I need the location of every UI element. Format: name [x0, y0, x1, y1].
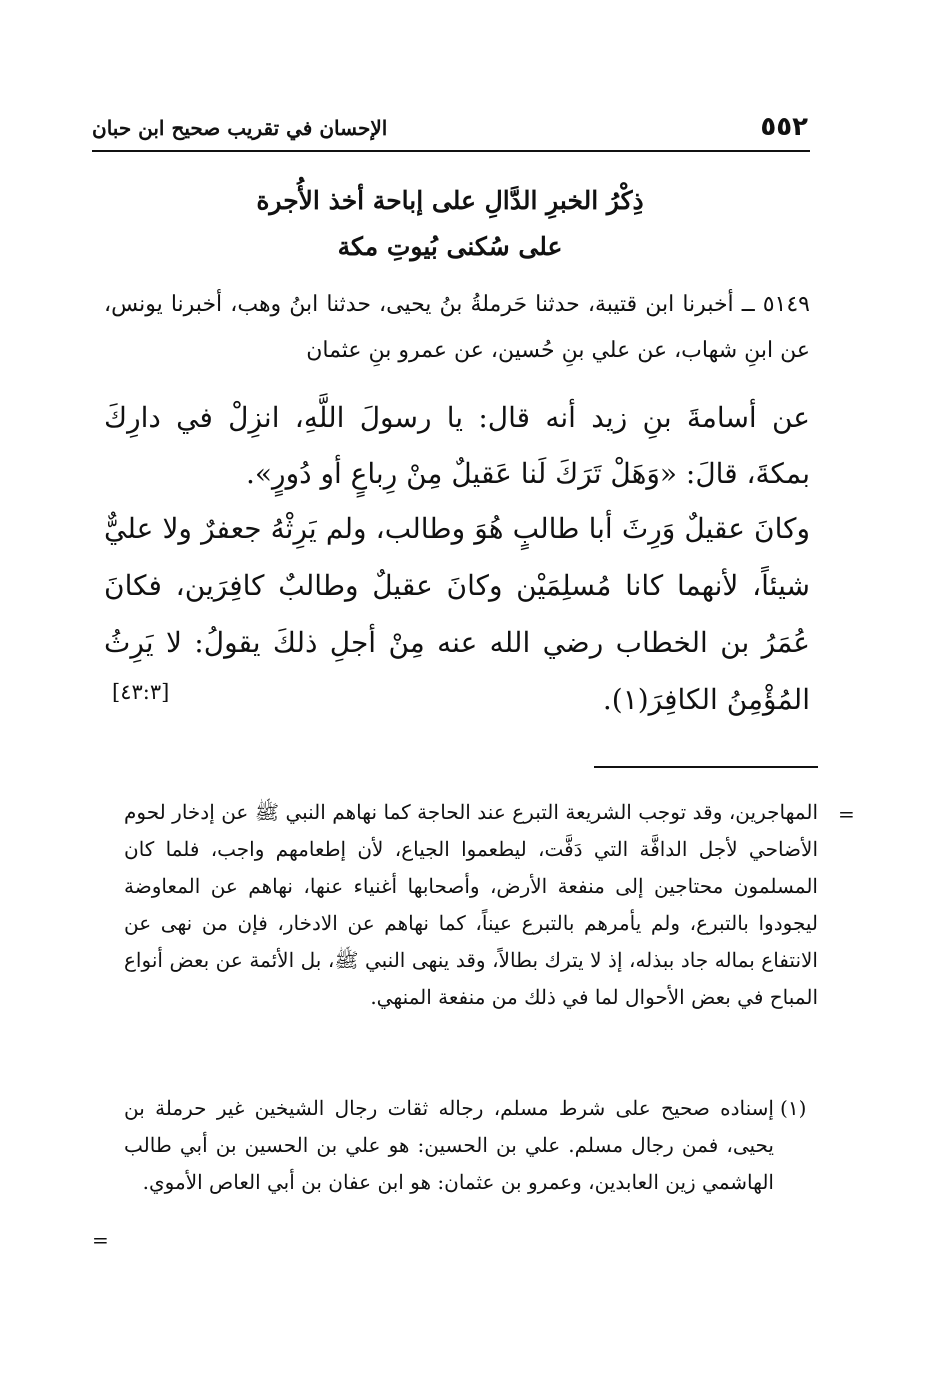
footnote-continues-mark: = — [92, 1228, 109, 1252]
hadith-isnad: ٥١٤٩ ــ أخبرنا ابن قتيبة، حدثنا حَرملةُ بنُ يحيى، حدثنا ابنُ وهب، أخبرنا يونس، عن ابنِ شهاب، عن علي بنِ حُسين، عن عمرو بنِ عثمان — [104, 292, 810, 363]
chapter-title-line-2: على سُكنى بُيوتِ مكة — [337, 232, 563, 261]
footnote-1-marker: (١) — [780, 1096, 807, 1120]
running-title: الإحسان في تقريب صحيح ابن حبان — [92, 116, 388, 140]
footnote-continued-text: المهاجرين، وقد توجب الشريعة التبرع عند الحاجة كما نهاهم النبي ﷺ عن إدخار لحوم الأضاحي لأجل الدافَّة التي دَفَّت، ليطعموا الجياع، لأن إطعامهم واجب، فلما كان المسلمون محتاجين إلى منفعة الأرض، وأصحابها أغنياء عنها، نهاهم عن المعاوضة ليجودوا بالتبرع، ولم يأمرهم بالتبرع عيناً، كما نهاهم عن الادخار، فإن من نهى عن الانتفاع بماله جاد ببذله، إذ لا يترك بطالاً، وقد ينهى النبي ﷺ، بل الأئمة عن بعض أنواع المباح في بعض الأحوال لما في ذلك من منفعة المنهي. — [124, 800, 818, 1009]
page-number: ٥٥٢ — [760, 112, 808, 142]
footnote-1-text: إسناده صحيح على شرط مسلم، رجاله ثقات رجال الشيخين غير حرملة بن يحيى، فمن رجال مسلم. علي بن الحسين: هو علي بن الحسين بن أبي طالب الهاشمي زين العابدين، وعمرو بن عثمان: هو ابن عفان بن أبي العاص الأموي. — [124, 1096, 774, 1194]
hadith-reference: [٤٣:٣] — [112, 680, 170, 704]
footnote-rule — [594, 766, 818, 768]
hadith-text: عن أسامةَ بنِ زيد أنه قال: يا رسولَ اللَّهِ، انزِلْ في دارِكَ بمكةَ، قالَ: «وَهَلْ تَرَكَ لَنا عَقيلٌ مِنْ رِباعٍ أو دُورٍ». — [104, 401, 810, 490]
header-rule — [92, 150, 810, 152]
footnote-continuation-mark: = — [838, 802, 855, 826]
chapter-title — [92, 178, 808, 270]
hadith-commentary: وكانَ عقيلٌ وَرِثَ أبا طالبٍ هُوَ وطالب، ولم يَرِثْهُ جعفرٌ ولا عليٌّ شيئاً، لأنهما كانا مُسلِمَيْن وكانَ عقيلٌ وطالبٌ كافِرَين، فكانَ عُمَرُ بن الخطاب رضي الله عنه مِنْ أجلِ ذلكَ يقولُ: لا يَرِثُ المُؤْمِنُ الكافِرَ(١). — [104, 512, 810, 716]
chapter-title-line-1: ذِكْرُ الخبرِ الدَّالِ على إباحة أخذ الأُجرة — [256, 186, 644, 215]
page-header — [92, 112, 808, 144]
